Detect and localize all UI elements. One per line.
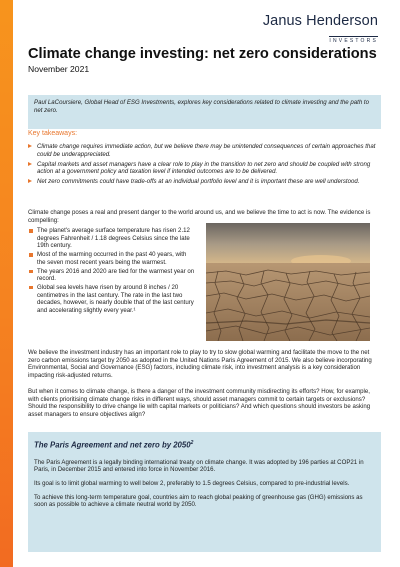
list-item [28,143,376,158]
paris-box-title [34,440,375,450]
cracked-earth-photo [206,223,370,341]
takeaway-text: Climate change requires immediate action, but we believe there may be unintended consequences of certain approaches that could be underappreciated. [37,143,376,158]
takeaway-text: Net zero commitments could have trade-offs at an individual portfolio level and it is important these are well understood. [37,178,360,186]
evidence-text: The planet's average surface temperature has risen 2.12 degrees Fahrenheit / 1.18 degrees Celsius since the late 19th century. [37,227,190,250]
key-takeaways-list [28,143,376,188]
orange-sidebar [0,0,13,567]
brand-logo [263,14,378,47]
square-bullet-icon [29,286,33,290]
list-item [28,161,376,176]
square-bullet-icon [29,253,33,257]
body-paragraph: But when it comes to climate change, is there a danger of the investment community misdirecting its efforts? How, for example, with clients prioritising climate change risks in different ways, should asset managers commit to certain targets or exclusions? Should the responsibility to drive change lie with capital markets or politicians? And which questions should investors be asking asset managers to ensure objectives align? [28,388,371,419]
triangle-bullet-icon [28,162,32,166]
list-item [28,284,196,315]
paris-box-paragraph: Its goal is to limit global warming to well below 2, preferably to 1.5 degrees Celsius, compared to pre-industrial levels. [34,480,350,487]
square-bullet-icon [29,229,33,233]
logo-subtitle: INVESTORS [329,38,378,44]
page-title: Climate change investing: net zero considerations [28,46,377,62]
evidence-text: Global sea levels have risen by around 8 inches / 20 centimetres in the last century. The rate in the last two decades, however, is nearly double that of the last century and accelerating slightly every year.¹ [37,283,194,315]
square-bullet-icon [29,270,33,274]
evidence-text: Most of the warming occurred in the past 40 years, with the seven most recent years being the warmest. [37,251,187,266]
body-paragraph: We believe the investment industry has an important role to play to try to slow global warming and facilitate the move to the net zero carbon emissions target by 2050 as adopted in the United Nations Paris Agreement of 2015. We also believe incorporating Environmental, Social and Governance (ESG) factors, including climate risk, into investment analysis is a key consideration impacting risk-adjusted returns. [28,349,372,380]
evidence-list [28,227,196,316]
paris-box-title-text: The Paris Agreement and net zero by 2050 [34,440,191,450]
footnote-ref: 2 [190,440,194,446]
publication-date: November 2021 [28,64,90,74]
paris-box-paragraph: To achieve this long-term temperature goal, countries aim to reach global peaking of greenhouse gas (GHG) emissions as soon as possible to achieve a climate neutral world by 2050. [34,493,363,509]
body-paragraph: Climate change poses a real and present danger to the world around us, and we believe the time to act is now. The evidence is compelling: [28,209,371,224]
paris-agreement-box [28,432,381,552]
list-item [28,227,196,250]
evidence-text: The years 2016 and 2020 are tied for the warmest year on record. [37,267,195,283]
key-takeaways-heading: Key takeaways: [28,130,78,137]
paris-box-paragraph: The Paris Agreement is a legally binding international treaty on climate change. It was adopted by 196 parties at COP21 in Paris, in December 2015 and entered into force in November 2016. [34,458,364,474]
triangle-bullet-icon [28,179,32,183]
logo-name: Janus Henderson [262,13,378,29]
intro-box: Paul LaCoursiere, Global Head of ESG Investments, explores key considerations related to climate investing and the path to net zero. [28,95,381,129]
triangle-bullet-icon [28,144,32,148]
list-item [28,178,376,186]
takeaway-text: Capital markets and asset managers have a clear role to play in the transition to net zero and should be coupled with strong action at a government policy and taxation level if intended outcomes are to be delivered. [37,160,371,176]
list-item [28,251,196,266]
list-item [28,268,196,283]
